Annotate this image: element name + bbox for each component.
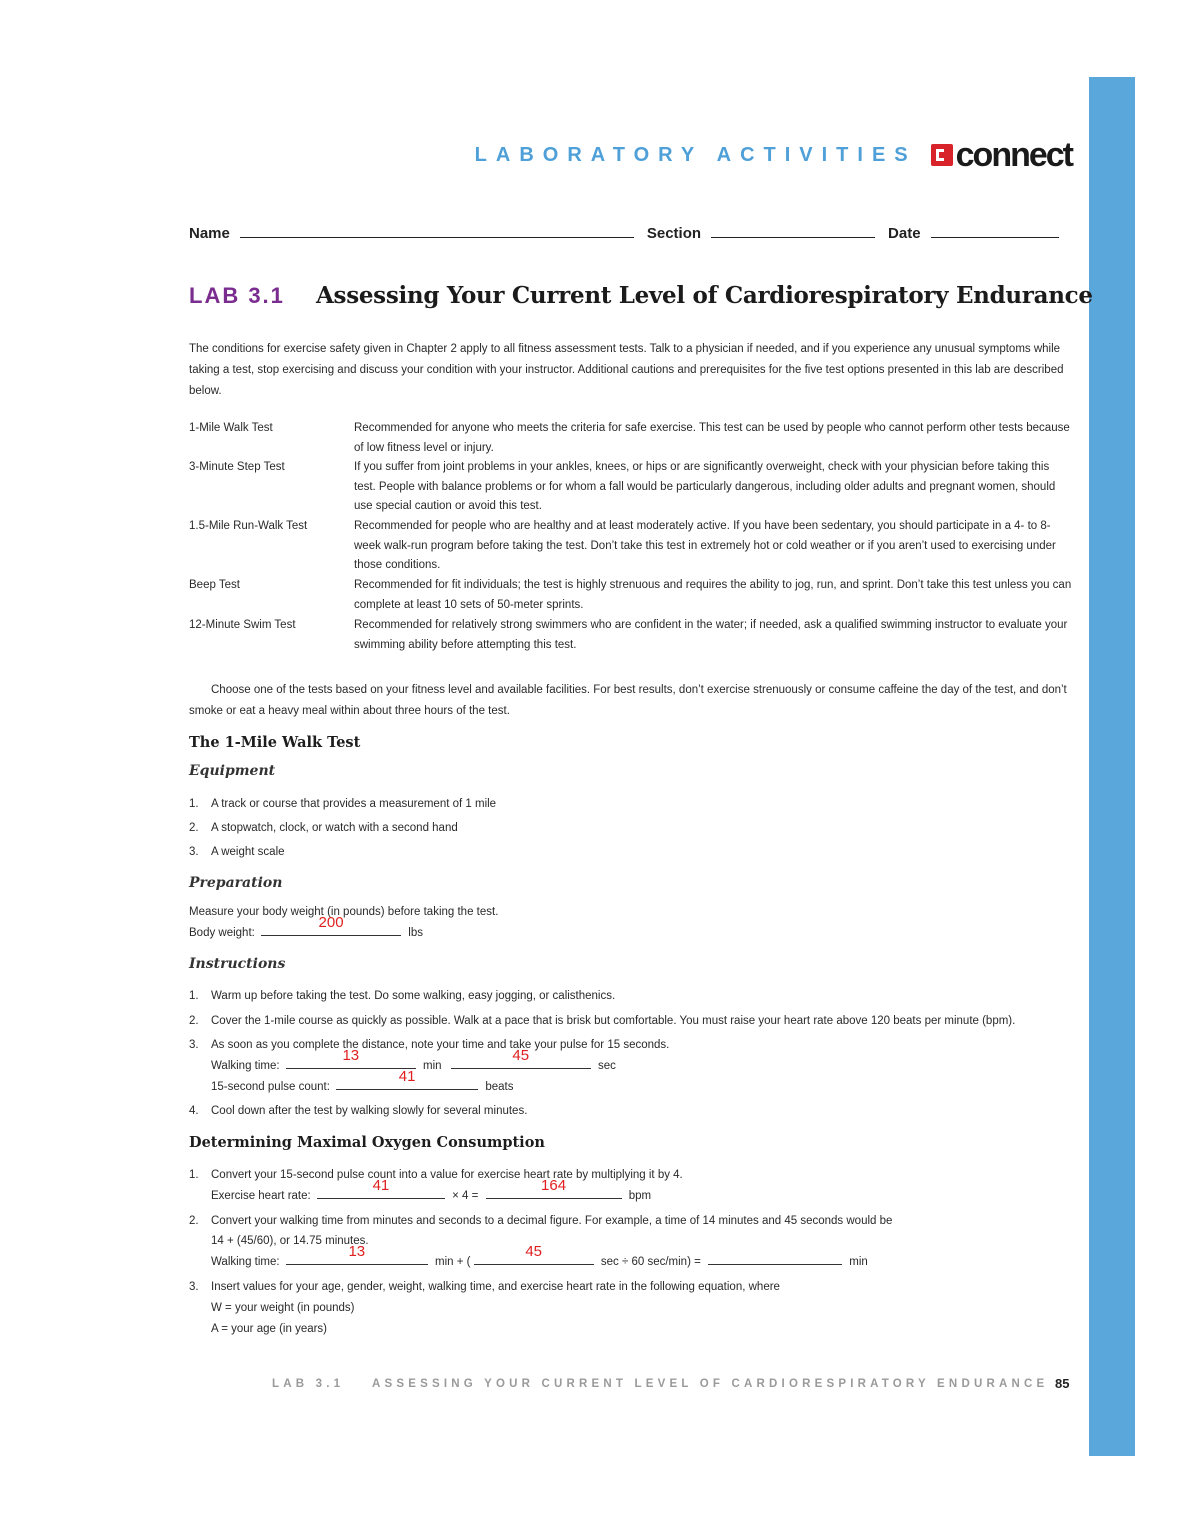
footer-title: ASSESSING YOUR CURRENT LEVEL OF CARDIORESPIRATORY ENDURANCE xyxy=(372,1378,1049,1390)
instructions-heading: Instructions xyxy=(189,956,286,972)
test-option-desc: Recommended for relatively strong swimmers who are confident in the water; if needed, ask a qualified swimming instructor to evaluate your swimming ability before attempting this test. xyxy=(354,619,1068,651)
preparation-text: Measure your body weight (in pounds) before taking the test. xyxy=(189,906,499,918)
ehr-pulse-value: 41 xyxy=(372,1177,390,1194)
choose-test-paragraph: Choose one of the tests based on your fitness level and available facilities. For best results, don’t exercise strenuously or consume caffeine the day of the test, and don’t smoke or eat a heavy meal within about three hours of the test. xyxy=(189,684,1067,717)
vo2-step: Insert values for your age, gender, weight, walking time, and exercise heart rate in the following equation, where xyxy=(211,1281,780,1293)
body-weight-label: Body weight: xyxy=(189,927,255,939)
beats-label: beats xyxy=(485,1081,514,1093)
pulse-value: 41 xyxy=(398,1068,416,1085)
date-label: Date xyxy=(888,225,921,242)
footer-lab: LAB 3.1 xyxy=(272,1378,345,1390)
ehr-result-field[interactable] xyxy=(486,1177,622,1199)
lab-heading xyxy=(189,282,1093,309)
pulse-label: 15-second pulse count: xyxy=(211,1081,330,1093)
preparation-heading: Preparation xyxy=(189,875,283,891)
ehr-result-value: 164 xyxy=(541,1177,567,1194)
test-option-desc: Recommended for anyone who meets the criteria for safe exercise. This test can be used by people who cannot perform other tests because of low fitness level or injury. xyxy=(354,422,1070,454)
min-label: min xyxy=(849,1256,868,1268)
name-label: Name xyxy=(189,225,230,242)
ehr-pulse-field[interactable] xyxy=(317,1177,445,1199)
walking-time-decimal-line xyxy=(211,1243,868,1272)
list-item: 2. Cover the 1-mile course as quickly as possible. Walk at a pace that is brisk but comfortable. You must raise your heart rate above 120 beats per minute (bpm). xyxy=(189,1015,1016,1027)
test-option-name: 1-Mile Walk Test xyxy=(189,422,273,434)
times-four: × 4 = xyxy=(452,1190,479,1202)
list-item: 2. Convert your walking time from minutes and seconds to a decimal figure. For example, a time of 14 minutes and 45 seconds would be xyxy=(189,1215,893,1227)
date-field[interactable] xyxy=(931,223,1059,238)
instruction-item: Cover the 1-mile course as quickly as possible. Walk at a pace that is brisk but comfortable. You must raise your heart rate above 120 beats per minute (bpm). xyxy=(211,1015,1016,1027)
decimal-result-field[interactable] xyxy=(708,1252,842,1265)
test-option-name: Beep Test xyxy=(189,579,240,591)
min-label: min xyxy=(423,1060,442,1072)
test-option-desc: If you suffer from joint problems in your ankles, knees, or hips or are significantly overweight, check with your physician before taking this test. People with balance problems or for whom a fall would be particularly dangerous, including older adults and pregnant women, should use special caution or avoid this test. xyxy=(354,461,1056,512)
page-number: 85 xyxy=(1055,1376,1070,1391)
instruction-item: As soon as you complete the distance, note your time and take your pulse for 15 seconds. xyxy=(211,1039,670,1051)
walking-time-label: Walking time: xyxy=(211,1060,280,1072)
walking-sec-value: 45 xyxy=(512,1047,530,1064)
instruction-item: Cool down after the test by walking slowly for several minutes. xyxy=(211,1105,528,1117)
body-weight-line xyxy=(189,914,423,943)
decimal-sec-value: 45 xyxy=(525,1243,543,1260)
walking-min-value: 13 xyxy=(342,1047,360,1064)
list-item: 3. A weight scale xyxy=(189,846,285,858)
walk-test-heading: The 1-Mile Walk Test xyxy=(189,734,361,751)
student-info-fields xyxy=(189,223,1059,242)
vo2-step: Convert your walking time from minutes and seconds to a decimal figure. For example, a time of 14 minutes and 45 seconds would be xyxy=(211,1215,893,1227)
test-option-desc: Recommended for fit individuals; the test is highly strenuous and requires the ability to jog, run, and sprint. Don’t take this test unless you can complete at least 10 sets of 50-meter sprints. xyxy=(354,579,1072,611)
instruction-item: Warm up before taking the test. Do some walking, easy jogging, or calisthenics. xyxy=(211,990,616,1002)
pulse-line xyxy=(211,1068,514,1097)
section-label: Section xyxy=(646,225,702,242)
list-item: 4. Cool down after the test by walking slowly for several minutes. xyxy=(189,1105,528,1117)
list-item: 1. Warm up before taking the test. Do some walking, easy jogging, or calisthenics. xyxy=(189,990,616,1002)
test-option-name: 1.5-Mile Run-Walk Test xyxy=(189,520,308,532)
page-header xyxy=(475,138,1072,172)
connect-logo-icon xyxy=(931,144,953,166)
sec-division: sec ÷ 60 sec/min) = xyxy=(600,1256,701,1268)
list-item: 1. A track or course that provides a measurement of 1 mile xyxy=(189,798,497,810)
section-title: LABORATORY ACTIVITIES xyxy=(474,143,917,166)
min-plus: min + ( xyxy=(435,1256,471,1268)
body-weight-field[interactable] xyxy=(261,914,401,936)
name-field[interactable] xyxy=(240,223,634,238)
list-item: 3. Insert values for your age, gender, weight, walking time, and exercise heart rate in the following equation, where xyxy=(189,1281,780,1293)
test-option-desc: Recommended for people who are healthy and at least moderately active. If you have been sedentary, you should participate in a 4- to 8-week walk-run program before taking the test. Don’t take this test in extremely hot or cold weather or if you aren’t used to exercising under those conditions. xyxy=(354,520,1056,571)
pulse-field[interactable] xyxy=(336,1068,478,1090)
connect-logo xyxy=(931,138,1072,172)
body-weight-unit: lbs xyxy=(408,927,423,939)
equipment-item: A track or course that provides a measurement of 1 mile xyxy=(211,798,497,810)
age-definition: A = your age (in years) xyxy=(211,1323,328,1335)
walking-time-label: Walking time: xyxy=(211,1256,280,1268)
vo2-step-continued: 14 + (45/60), or 14.75 minutes. xyxy=(211,1235,369,1247)
test-option-name: 12-Minute Swim Test xyxy=(189,619,296,631)
list-item: 2. A stopwatch, clock, or watch with a second hand xyxy=(189,822,458,834)
decimal-min-field[interactable] xyxy=(286,1243,428,1265)
list-item: 3. As soon as you complete the distance, note your time and take your pulse for 15 seconds. xyxy=(189,1039,670,1051)
body-weight-value: 200 xyxy=(318,914,344,931)
section-field[interactable] xyxy=(711,223,875,238)
decimal-min-value: 13 xyxy=(348,1243,366,1260)
vo2-step: Convert your 15-second pulse count into a value for exercise heart rate by multiplying it by 4. xyxy=(211,1169,683,1181)
intro-paragraph: The conditions for exercise safety given in Chapter 2 apply to all fitness assessment tests. Talk to a physician if needed, and if you experience any unusual symptoms while taking a test, stop exercising and discuss your condition with your instructor. Additional cautions and prerequisites for the five test options presented in this lab are described below. xyxy=(189,343,1064,397)
equipment-item: A stopwatch, clock, or watch with a second hand xyxy=(211,822,458,834)
lab-title: Assessing Your Current Level of Cardiorespiratory Endurance xyxy=(316,282,1093,309)
ehr-label: Exercise heart rate: xyxy=(211,1190,311,1202)
equipment-heading: Equipment xyxy=(189,763,276,779)
exercise-heart-rate-line xyxy=(211,1177,652,1206)
equipment-item: A weight scale xyxy=(211,846,285,858)
side-color-tab xyxy=(1089,77,1135,1456)
page-footer xyxy=(272,1378,1048,1390)
sec-label: sec xyxy=(597,1060,616,1072)
weight-definition: W = your weight (in pounds) xyxy=(211,1302,355,1314)
lab-number: LAB 3.1 xyxy=(189,283,285,308)
decimal-sec-field[interactable] xyxy=(474,1243,594,1265)
connect-logo-text: connect xyxy=(955,136,1072,174)
list-item: 1. Convert your 15-second pulse count into a value for exercise heart rate by multiplying it by 4. xyxy=(189,1169,683,1181)
bpm-label: bpm xyxy=(628,1190,652,1202)
vo2-heading: Determining Maximal Oxygen Consumption xyxy=(189,1134,545,1151)
test-option-name: 3-Minute Step Test xyxy=(189,461,285,473)
